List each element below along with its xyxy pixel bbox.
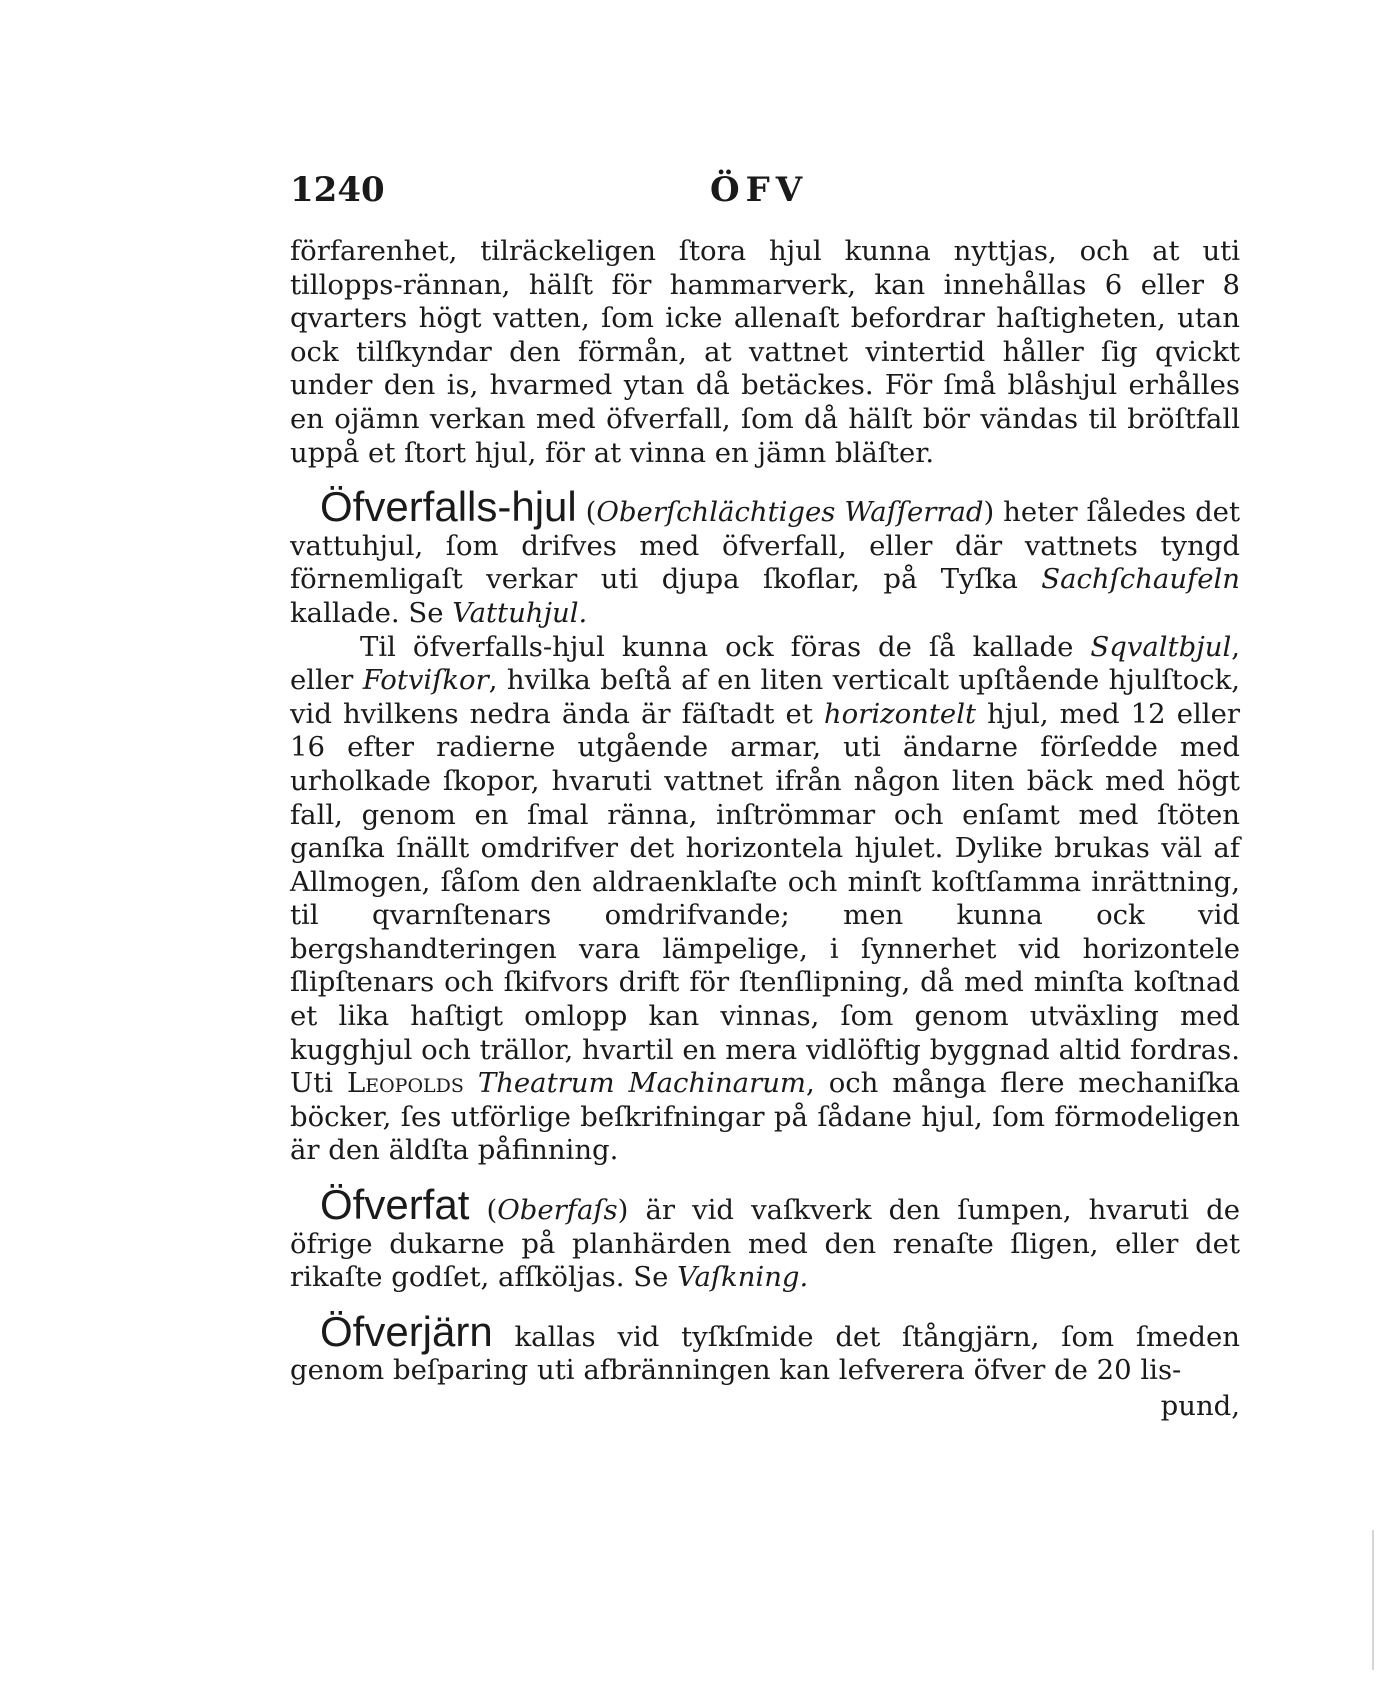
headword: Öfverfat (320, 1181, 470, 1229)
german-term: Oberfaſs (497, 1194, 618, 1227)
term: Fotviſkor (362, 664, 489, 697)
entry-ofverfalls-hjul (290, 483, 1240, 630)
german-term: Sachſchaufeln (1041, 563, 1240, 596)
term: Sqvaltbjul (1090, 630, 1232, 663)
text-run: , hvilka beſtå af en liten verticalt upſtående hjulſtock, vid hvilkens nedra ända är fäſtadt et (290, 664, 1240, 730)
text-run: ) heter ſåledes det vattuhjul, ſom drifves med öfverfall, eller där vattnets tyngd förnemligaſt verkar uti djupa ſkoflar, på Tyſka (290, 496, 1240, 596)
cross-reference: Vattuhjul. (452, 596, 588, 629)
page-number: 1240 (290, 170, 385, 210)
term: horizontelt (823, 697, 977, 730)
catchword: pund, (1160, 1390, 1240, 1422)
text-run: ( (486, 1194, 498, 1227)
german-term: Oberſchlächtiges Waſſerrad (596, 496, 984, 529)
body-text (290, 235, 1240, 1424)
book-title: Theatrum Machinarum (477, 1067, 807, 1100)
entry-ofverfat (290, 1181, 1240, 1295)
page-header (290, 170, 1240, 220)
headword: Öfverjärn (320, 1307, 493, 1355)
text-run: kallas vid tyſkſmide det ſtångjärn, ſom ſmeden genom beſparing uti afbränningen kan lefverera öfver de 20 lis- (290, 1320, 1241, 1387)
text-run: Til öfverfalls-hjul kunna ock föras de ſå kallade (360, 630, 1091, 663)
author-name: Leopolds (346, 1067, 464, 1100)
text-run: kallade. Se (290, 596, 453, 629)
scan-edge-line (1372, 1530, 1374, 1670)
text-run: , eller (290, 630, 1240, 697)
intro-paragraph: förfarenhet, tilräckeligen ſtora hjul kunna nyttjas, och at uti tillopps-rännan, hälſt för hammarverk, kan innehållas 6 eller 8 qvarters högt vatten, ſom icke allenaſt befordrar haſtigheten, utan ock tilſkyndar den förmån, at vattnet vintertid håller ſig qvickt under den is, hvarmed ytan då betäckes. För ſmå blåshjul erhålles en ojämn verkan med öfverfall, ſom då hälſt bör vändas til bröſtfall uppå et ſtort hjul, för at vinna en jämn bläſter. (290, 235, 1240, 469)
text-run: hjul, med 12 eller 16 efter radierne utgående armar, uti ändarne förſedde med urholkade ſkopor, hvaruti vattnet ifrån någon liten bäck med högt fall, genom en ſmal ränna, inſtrömmar och enſamt med ſtöten ganſka ſnällt omdrifver det horizontela hjulet. Dylike brukas väl af Allmogen, ſåſom den aldraenklaſte och minſt koſtſamma inrättning, til qvarnſtenars omdrifvande; men kunna ock vid bergshandteringen vara lämpelige, i ſynnerhet vid horizontele ſlipſtenars och ſkifvors drift för ſtenſlipning, då med minſta koſtnad et lika haſtigt omlopp kan vinnas, ſom genom utväxling med kugghjul och trällor, hvartil en mera vidlöftig byggnad altid fordras. Uti (290, 697, 1240, 1100)
headword: Öfverfalls-hjul (320, 483, 577, 531)
entry-paragraph (290, 631, 1240, 1169)
text-run: ( (585, 496, 597, 529)
entry-ofverjarn (290, 1307, 1241, 1388)
text-run (464, 1067, 478, 1099)
cross-reference: Vaſkning. (677, 1261, 809, 1294)
text-run: , och många flere mechaniſka böcker, ſes utförlige beſkrifningar på ſådane hjul, ſom förmodeligen är den äldſta påfinning. (290, 1067, 1241, 1167)
text-run: ) är vid vaſkverk den ſumpen, hvaruti de öfrige dukarne på planhärden med den renaſte ſligen, eller det rikaſte godſet, afſköljas. Se (290, 1194, 1240, 1294)
running-head: ÖFV (710, 170, 809, 210)
